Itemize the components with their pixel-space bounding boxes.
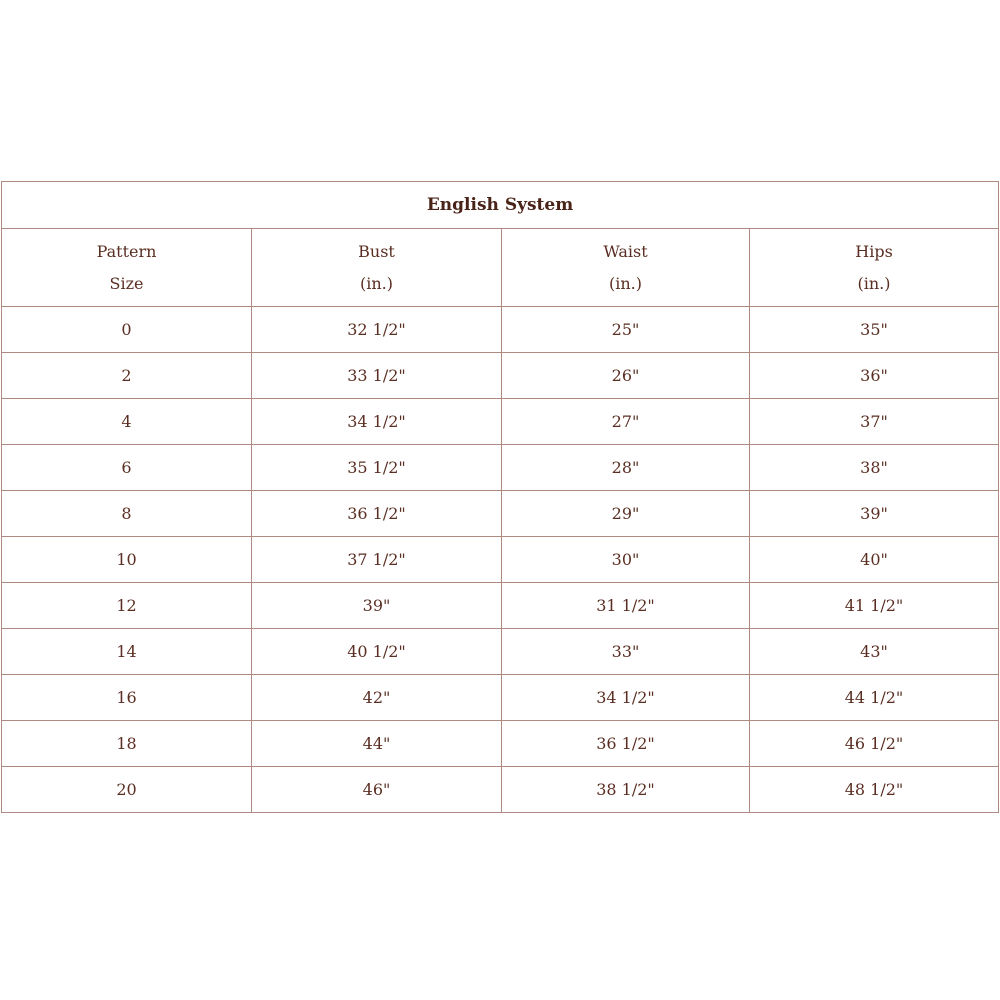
cell-pattern-size: 6 bbox=[2, 445, 252, 491]
table-row bbox=[2, 583, 999, 629]
cell-waist: 27" bbox=[502, 399, 750, 445]
cell-bust: 40 1/2" bbox=[252, 629, 502, 675]
cell-bust: 46" bbox=[252, 767, 502, 813]
cell-bust: 35 1/2" bbox=[252, 445, 502, 491]
cell-hips: 48 1/2" bbox=[750, 767, 999, 813]
title-row bbox=[2, 182, 999, 229]
cell-pattern-size: 14 bbox=[2, 629, 252, 675]
cell-bust: 37 1/2" bbox=[252, 537, 502, 583]
header-bust-line1: Bust bbox=[358, 241, 395, 261]
cell-waist: 28" bbox=[502, 445, 750, 491]
table-row bbox=[2, 767, 999, 813]
table-row bbox=[2, 721, 999, 767]
cell-pattern-size: 18 bbox=[2, 721, 252, 767]
cell-pattern-size: 12 bbox=[2, 583, 252, 629]
header-waist-line2: (in.) bbox=[609, 273, 642, 293]
cell-waist: 25" bbox=[502, 307, 750, 353]
cell-waist: 33" bbox=[502, 629, 750, 675]
table-row bbox=[2, 537, 999, 583]
header-waist-line1: Waist bbox=[603, 241, 648, 261]
header-bust bbox=[252, 229, 502, 307]
cell-pattern-size: 8 bbox=[2, 491, 252, 537]
cell-bust: 33 1/2" bbox=[252, 353, 502, 399]
cell-hips: 40" bbox=[750, 537, 999, 583]
cell-bust: 36 1/2" bbox=[252, 491, 502, 537]
table-row bbox=[2, 675, 999, 721]
size-chart-table bbox=[1, 181, 999, 813]
cell-hips: 46 1/2" bbox=[750, 721, 999, 767]
cell-bust: 32 1/2" bbox=[252, 307, 502, 353]
table-row bbox=[2, 629, 999, 675]
cell-waist: 26" bbox=[502, 353, 750, 399]
cell-hips: 41 1/2" bbox=[750, 583, 999, 629]
cell-waist: 29" bbox=[502, 491, 750, 537]
cell-pattern-size: 20 bbox=[2, 767, 252, 813]
cell-waist: 30" bbox=[502, 537, 750, 583]
cell-bust: 44" bbox=[252, 721, 502, 767]
header-hips-line2: (in.) bbox=[857, 273, 891, 293]
cell-hips: 36" bbox=[750, 353, 999, 399]
table-title: English System bbox=[2, 182, 999, 229]
header-hips-line1: Hips bbox=[855, 241, 893, 261]
cell-pattern-size: 0 bbox=[2, 307, 252, 353]
table-row bbox=[2, 491, 999, 537]
cell-hips: 44 1/2" bbox=[750, 675, 999, 721]
cell-waist: 31 1/2" bbox=[502, 583, 750, 629]
cell-hips: 43" bbox=[750, 629, 999, 675]
table-row bbox=[2, 399, 999, 445]
cell-waist: 38 1/2" bbox=[502, 767, 750, 813]
cell-hips: 37" bbox=[750, 399, 999, 445]
cell-pattern-size: 2 bbox=[2, 353, 252, 399]
header-row bbox=[2, 229, 999, 307]
header-pattern-size-line2: Size bbox=[109, 273, 144, 293]
cell-pattern-size: 16 bbox=[2, 675, 252, 721]
header-pattern-size bbox=[2, 229, 252, 307]
cell-hips: 38" bbox=[750, 445, 999, 491]
cell-pattern-size: 4 bbox=[2, 399, 252, 445]
header-hips bbox=[750, 229, 999, 307]
cell-waist: 34 1/2" bbox=[502, 675, 750, 721]
header-waist bbox=[502, 229, 750, 307]
table-row bbox=[2, 307, 999, 353]
cell-bust: 39" bbox=[252, 583, 502, 629]
cell-hips: 35" bbox=[750, 307, 999, 353]
cell-pattern-size: 10 bbox=[2, 537, 252, 583]
header-pattern-size-line1: Pattern bbox=[96, 241, 157, 261]
cell-waist: 36 1/2" bbox=[502, 721, 750, 767]
cell-hips: 39" bbox=[750, 491, 999, 537]
cell-bust: 42" bbox=[252, 675, 502, 721]
cell-bust: 34 1/2" bbox=[252, 399, 502, 445]
table-row bbox=[2, 353, 999, 399]
header-bust-line2: (in.) bbox=[360, 273, 393, 293]
table-row bbox=[2, 445, 999, 491]
